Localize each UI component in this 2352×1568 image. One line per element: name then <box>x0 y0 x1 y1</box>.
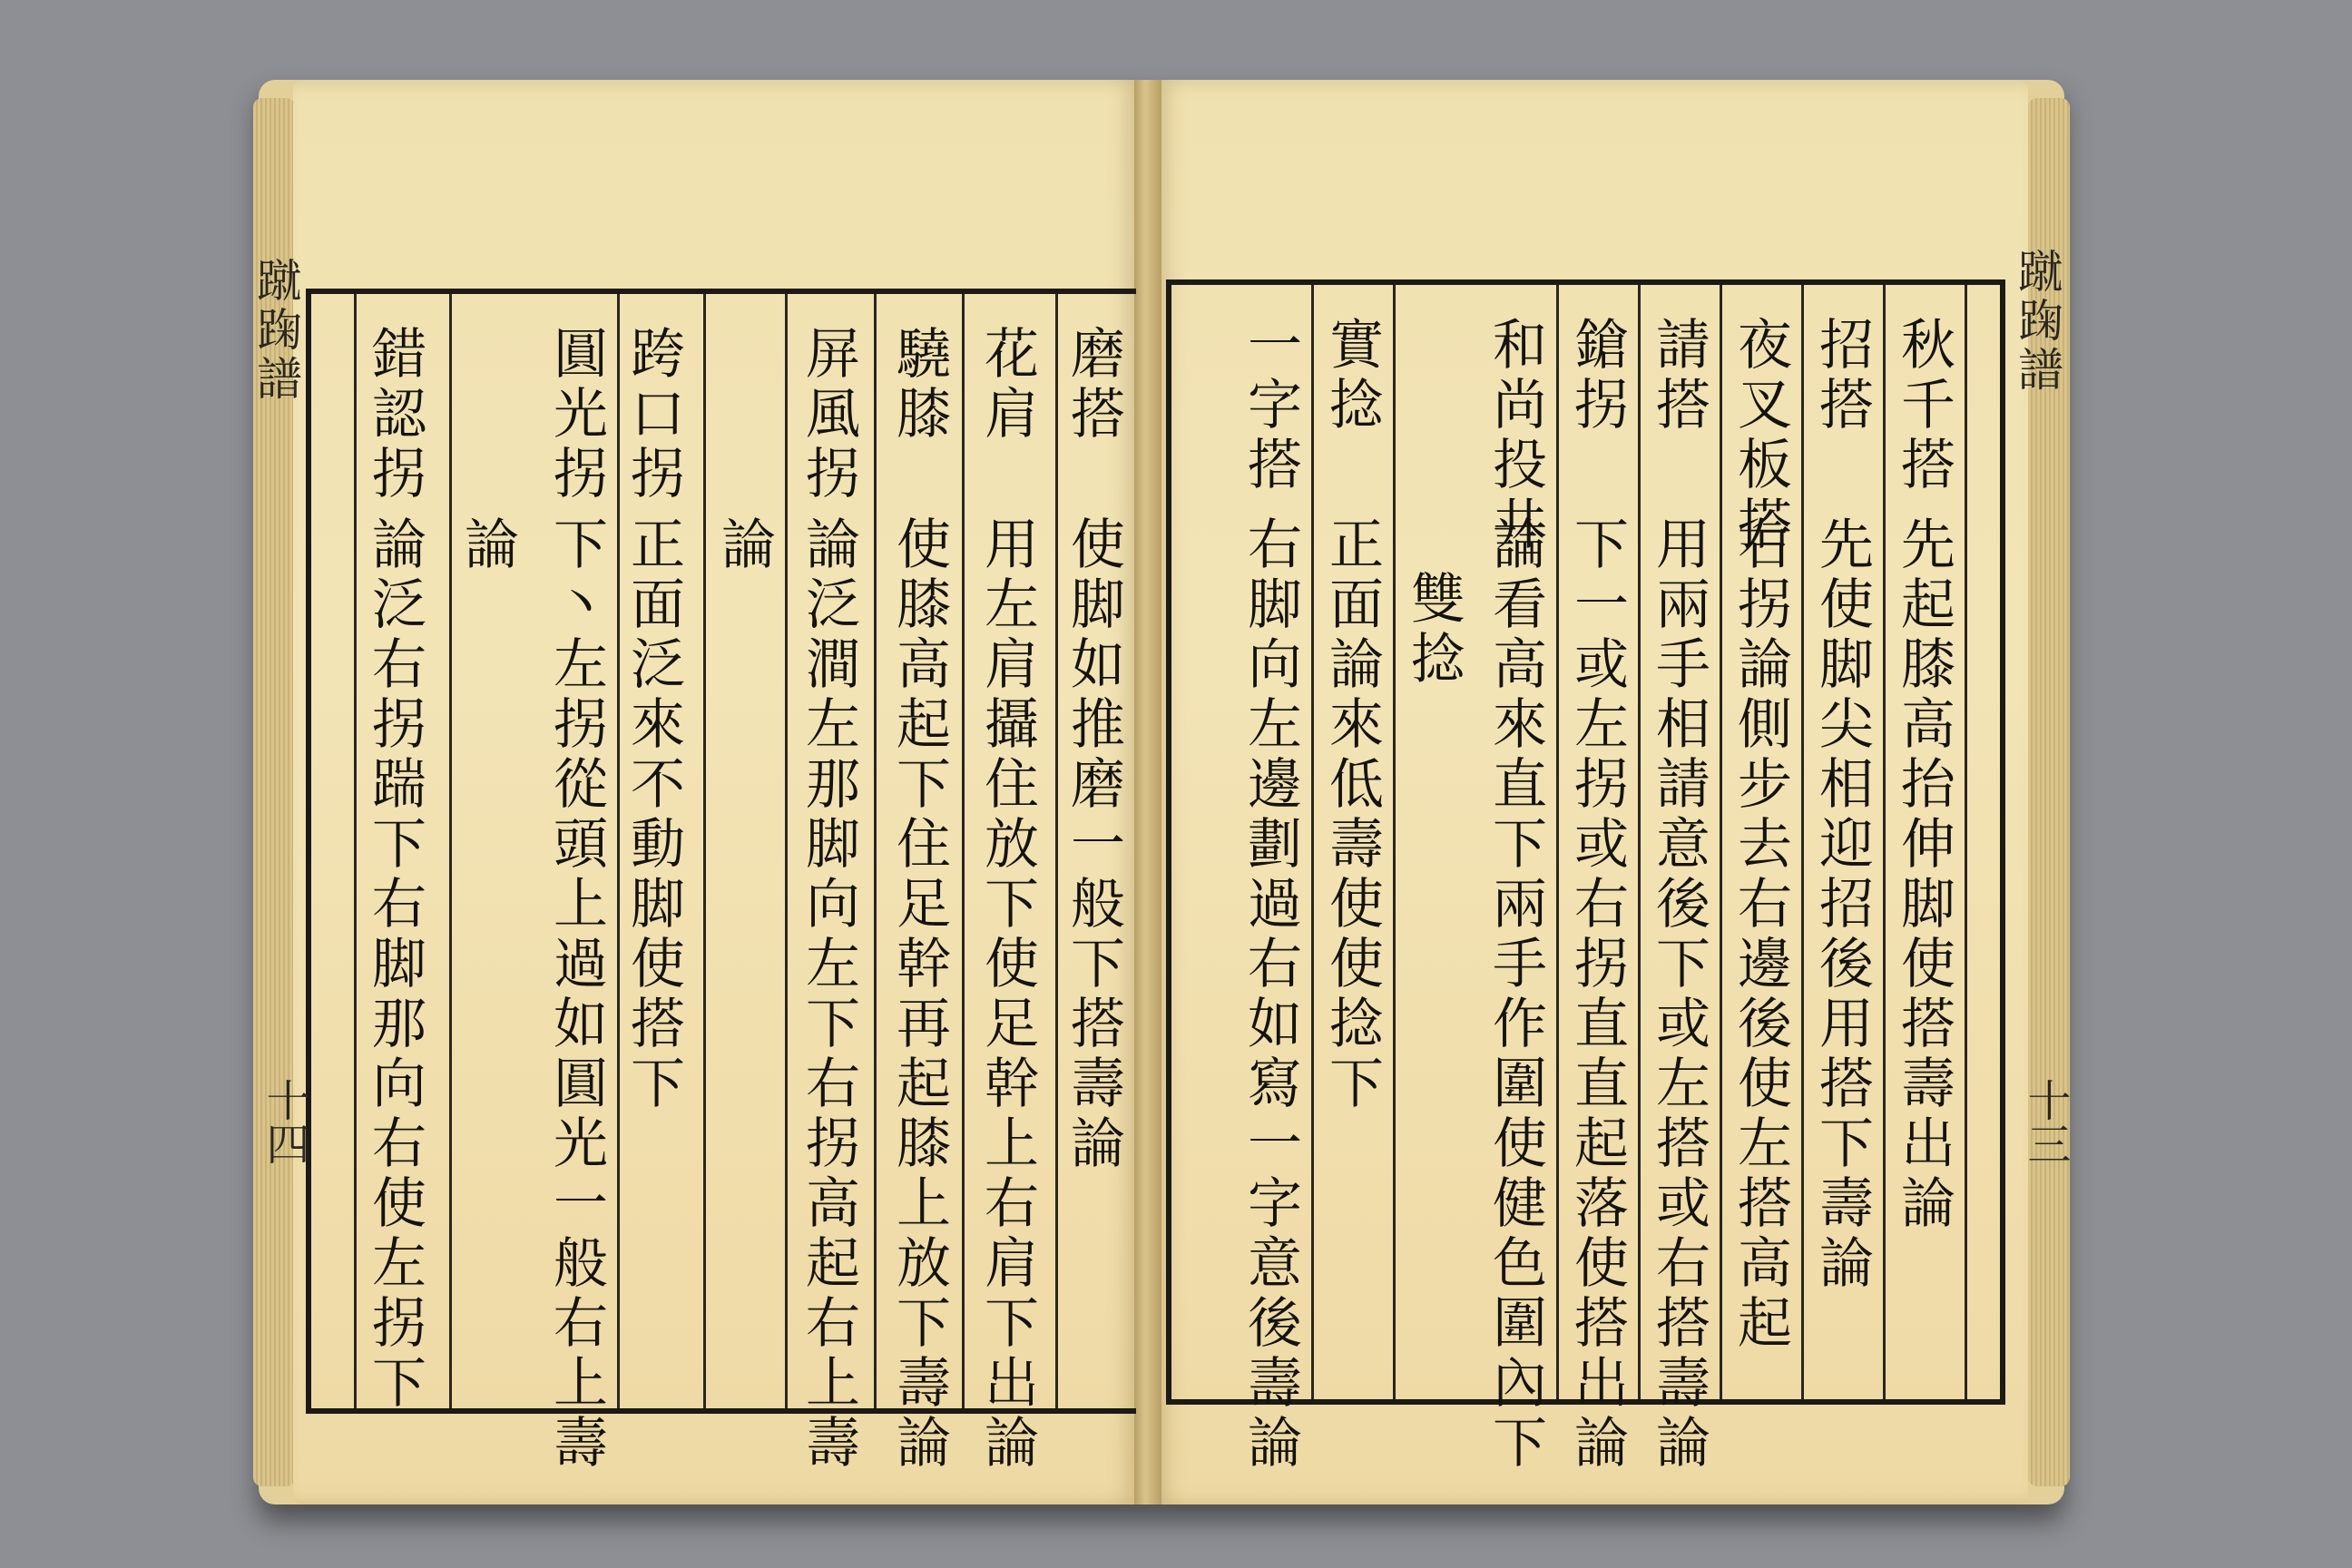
column-body: 用左肩攝住放下使足幹上右肩下出論 <box>975 515 1039 1474</box>
right-fold-title: 蹴踘譜 <box>2011 248 2063 395</box>
column-head: 圓光拐 <box>544 325 608 505</box>
column-body: 右拐論側步去右邊後使左搭高起 <box>1729 515 1792 1354</box>
column-rule <box>1801 285 1804 1399</box>
column-body: 下丶左拐從頭上過如圓光一般右上壽 <box>544 515 608 1474</box>
column-body: 先使脚尖相迎招後用搭下壽論 <box>1810 515 1874 1294</box>
column-body: 論 <box>456 515 519 575</box>
column-body: 使膝高起下住足幹再起膝上放下壽論 <box>887 515 951 1474</box>
column-body: 使脚如推磨一般下搭壽論 <box>1062 515 1125 1174</box>
column-head: 請搭 <box>1647 316 1710 436</box>
column-body: 論看高來直下兩手作圍使健色圍內下 <box>1484 515 1547 1474</box>
column-body: 正面泛來不動脚使搭下 <box>622 515 685 1114</box>
column-body: 論 <box>712 515 776 575</box>
left-folio: 十四 <box>259 1078 309 1165</box>
column-head: 磨搭 <box>1062 325 1125 445</box>
column-rule <box>785 294 788 1408</box>
column-rule <box>1883 285 1886 1399</box>
column-head: 鎗拐 <box>1565 316 1629 436</box>
column-body: 右脚向左邊劃過右如寫一字意後壽論 <box>1239 515 1302 1474</box>
column-rule <box>449 294 452 1408</box>
column-head: 屏風拐 <box>797 325 860 505</box>
column-rule <box>874 294 877 1408</box>
column-body: 論泛澗左那脚向左下右拐高起右上壽 <box>797 515 860 1474</box>
column-rule <box>1055 294 1058 1408</box>
column-body: 雙捻 <box>1402 570 1465 690</box>
column-head: 秋千搭 <box>1892 316 1955 495</box>
column-rule <box>1393 285 1396 1399</box>
right-folio: 十三 <box>2020 1078 2071 1165</box>
column-rule <box>1965 285 1967 1399</box>
column-rule <box>1720 285 1722 1399</box>
column-head: 和尚投井 <box>1484 316 1547 555</box>
column-rule <box>703 294 706 1408</box>
column-head: 實捻 <box>1320 316 1384 436</box>
column-rule <box>617 294 620 1408</box>
column-rule <box>962 294 965 1408</box>
column-rule <box>1311 285 1314 1399</box>
column-head: 錯認拐 <box>363 325 426 505</box>
open-book <box>250 80 2071 1504</box>
column-head: 招搭 <box>1810 316 1874 436</box>
column-rule <box>1638 285 1641 1399</box>
column-body: 先起膝高抬伸脚使搭壽出論 <box>1892 515 1955 1234</box>
left-fold-title: 蹴踘譜 <box>250 257 302 404</box>
book-gutter <box>1134 80 1161 1504</box>
column-head: 一字搭 <box>1239 316 1302 495</box>
column-rule <box>354 294 357 1408</box>
column-head: 夜叉板搭 <box>1729 316 1792 555</box>
column-head: 驍膝 <box>887 325 951 445</box>
column-body: 用兩手相請意後下或左搭或右搭壽論 <box>1647 515 1710 1474</box>
column-body: 正面論來低壽使使捻下 <box>1320 515 1384 1114</box>
column-head: 花肩 <box>975 325 1039 445</box>
column-body: 下一或左拐或右拐直直起落使搭出論 <box>1565 515 1629 1474</box>
column-body: 論泛右拐踹下右脚那向右使左拐下 <box>363 515 426 1414</box>
column-rule <box>1556 285 1559 1399</box>
column-head: 跨口拐 <box>622 325 685 505</box>
